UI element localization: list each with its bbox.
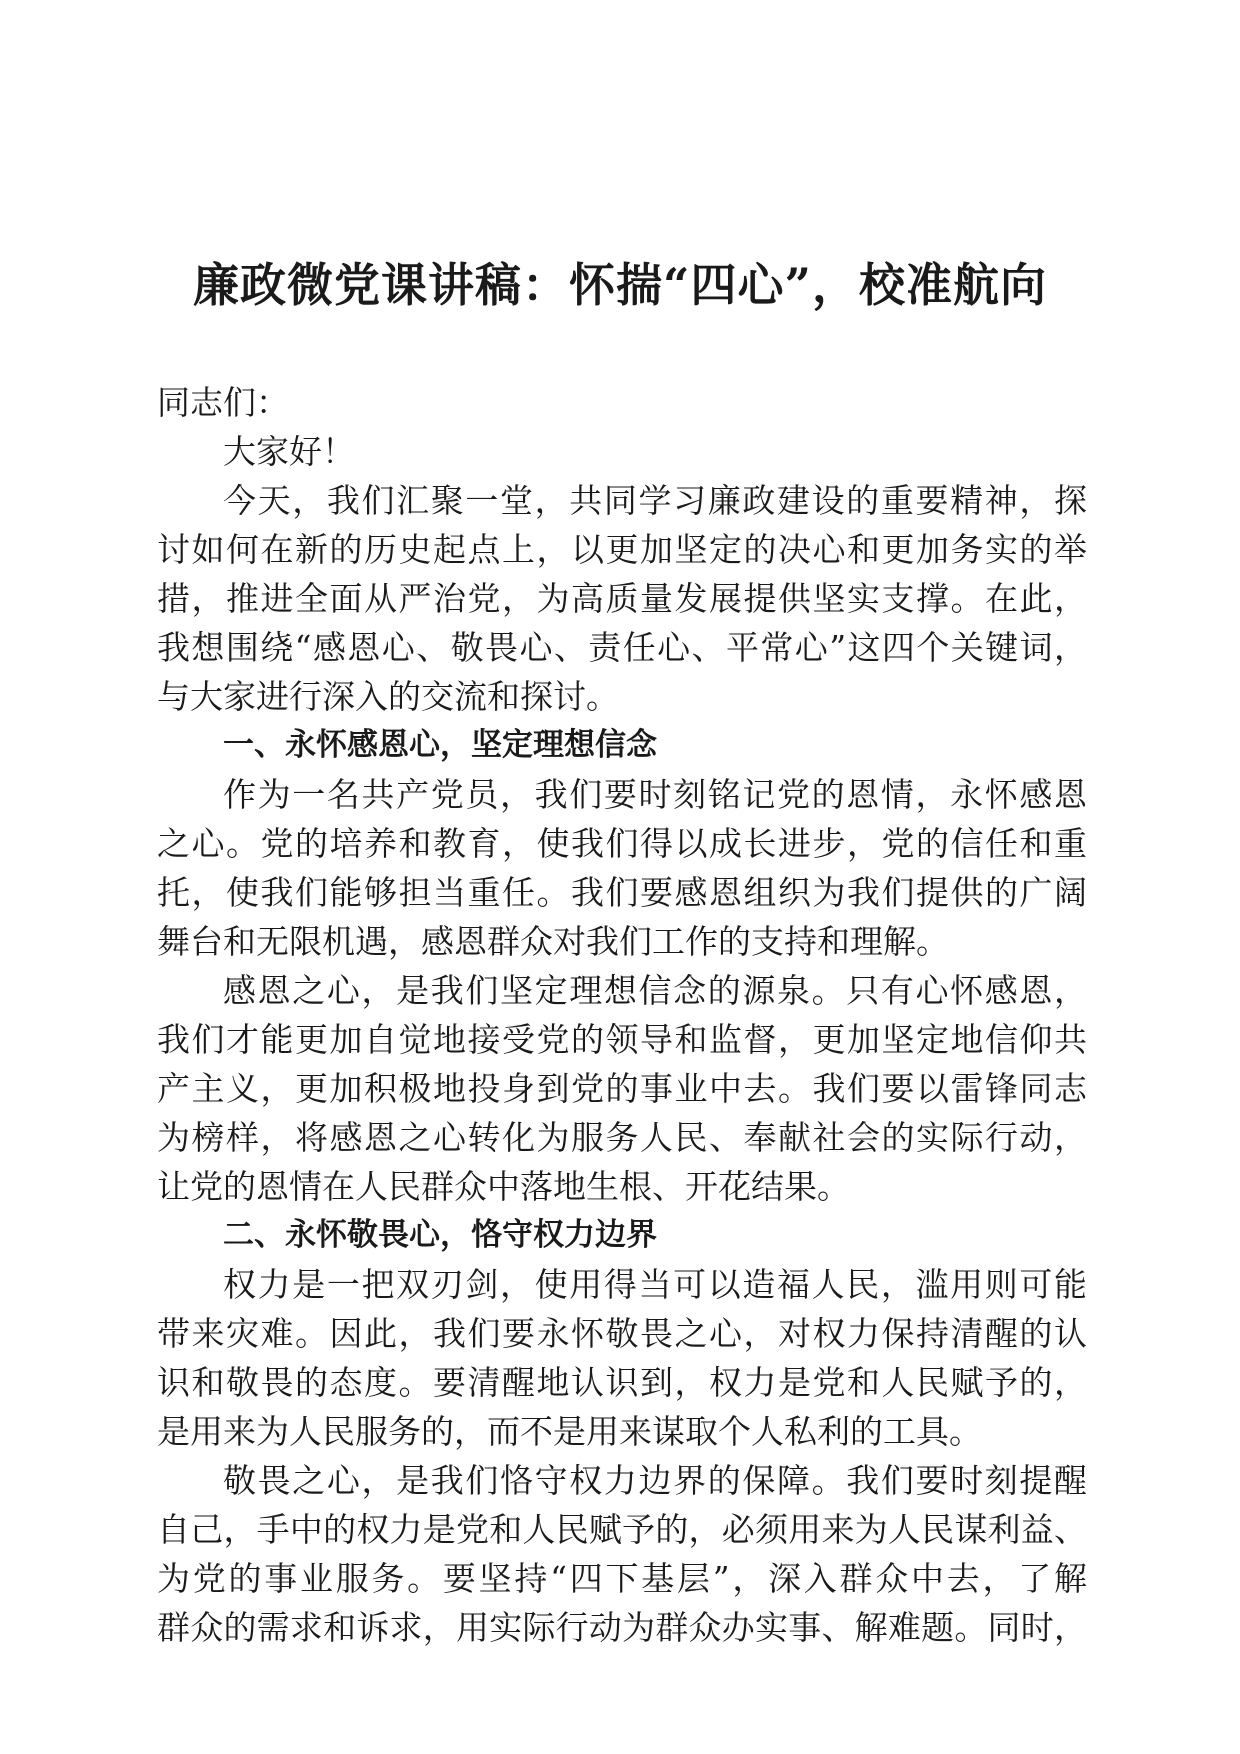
paragraph-line: 托，使我们能够担当重任。我们要感恩组织为我们提供的广阔 xyxy=(157,873,1087,912)
paragraph-line: 我想围绕“感恩心、敬畏心、责任心、平常心”这四个关键词， xyxy=(157,628,1087,667)
paragraph-line: 措，推进全面从严治党，为高质量发展提供坚实支撑。在此， xyxy=(157,579,1087,618)
salutation: 同志们： xyxy=(157,383,289,422)
paragraph-line: 敬畏之心，是我们恪守权力边界的保障。我们要时刻提醒 xyxy=(223,1461,1087,1500)
paragraph-line: 与大家进行深入的交流和探讨。 xyxy=(157,677,619,716)
paragraph-line: 群众的需求和诉求，用实际行动为群众办实事、解难题。同时， xyxy=(157,1608,1087,1647)
paragraph-line: 为党的事业服务。要坚持“四下基层”，深入群众中去，了解 xyxy=(157,1559,1087,1598)
paragraph-line: 为榜样，将感恩之心转化为服务人民、奉献社会的实际行动， xyxy=(157,1118,1087,1157)
section-heading: 一、永怀感恩心，坚定理想信念 xyxy=(223,727,657,763)
paragraph-line: 权力是一把双刃剑，使用得当可以造福人民，滥用则可能 xyxy=(223,1265,1087,1304)
paragraph-line: 自己，手中的权力是党和人民赋予的，必须用来为人民谋利益、 xyxy=(157,1510,1087,1549)
paragraph-line: 讨如何在新的历史起点上，以更加坚定的决心和更加务实的举 xyxy=(157,530,1087,569)
greeting: 大家好！ xyxy=(223,432,355,471)
document-title: 廉政微党课讲稿：怀揣“四心”，校准航向 xyxy=(193,258,1047,312)
paragraph-line: 之心。党的培养和教育，使我们得以成长进步，党的信任和重 xyxy=(157,824,1087,863)
paragraph-line: 是用来为人民服务的，而不是用来谋取个人私利的工具。 xyxy=(157,1412,982,1451)
paragraph-line: 舞台和无限机遇，感恩群众对我们工作的支持和理解。 xyxy=(157,922,949,961)
paragraph-line: 识和敬畏的态度。要清醒地认识到，权力是党和人民赋予的， xyxy=(157,1363,1087,1402)
paragraph-line: 我们才能更加自觉地接受党的领导和监督，更加坚定地信仰共 xyxy=(157,1020,1087,1059)
paragraph-line: 让党的恩情在人民群众中落地生根、开花结果。 xyxy=(157,1167,850,1206)
section-heading: 二、永怀敬畏心，恪守权力边界 xyxy=(223,1217,657,1253)
paragraph-line: 感恩之心，是我们坚定理想信念的源泉。只有心怀感恩， xyxy=(223,971,1087,1010)
paragraph-line: 今天，我们汇聚一堂，共同学习廉政建设的重要精神，探 xyxy=(223,481,1087,520)
paragraph-line: 带来灾难。因此，我们要永怀敬畏之心，对权力保持清醒的认 xyxy=(157,1314,1087,1353)
document-body xyxy=(157,378,1087,1652)
paragraph-line: 作为一名共产党员，我们要时刻铭记党的恩情，永怀感恩 xyxy=(223,775,1087,814)
paragraph-line: 产主义，更加积极地投身到党的事业中去。我们要以雷锋同志 xyxy=(157,1069,1087,1108)
